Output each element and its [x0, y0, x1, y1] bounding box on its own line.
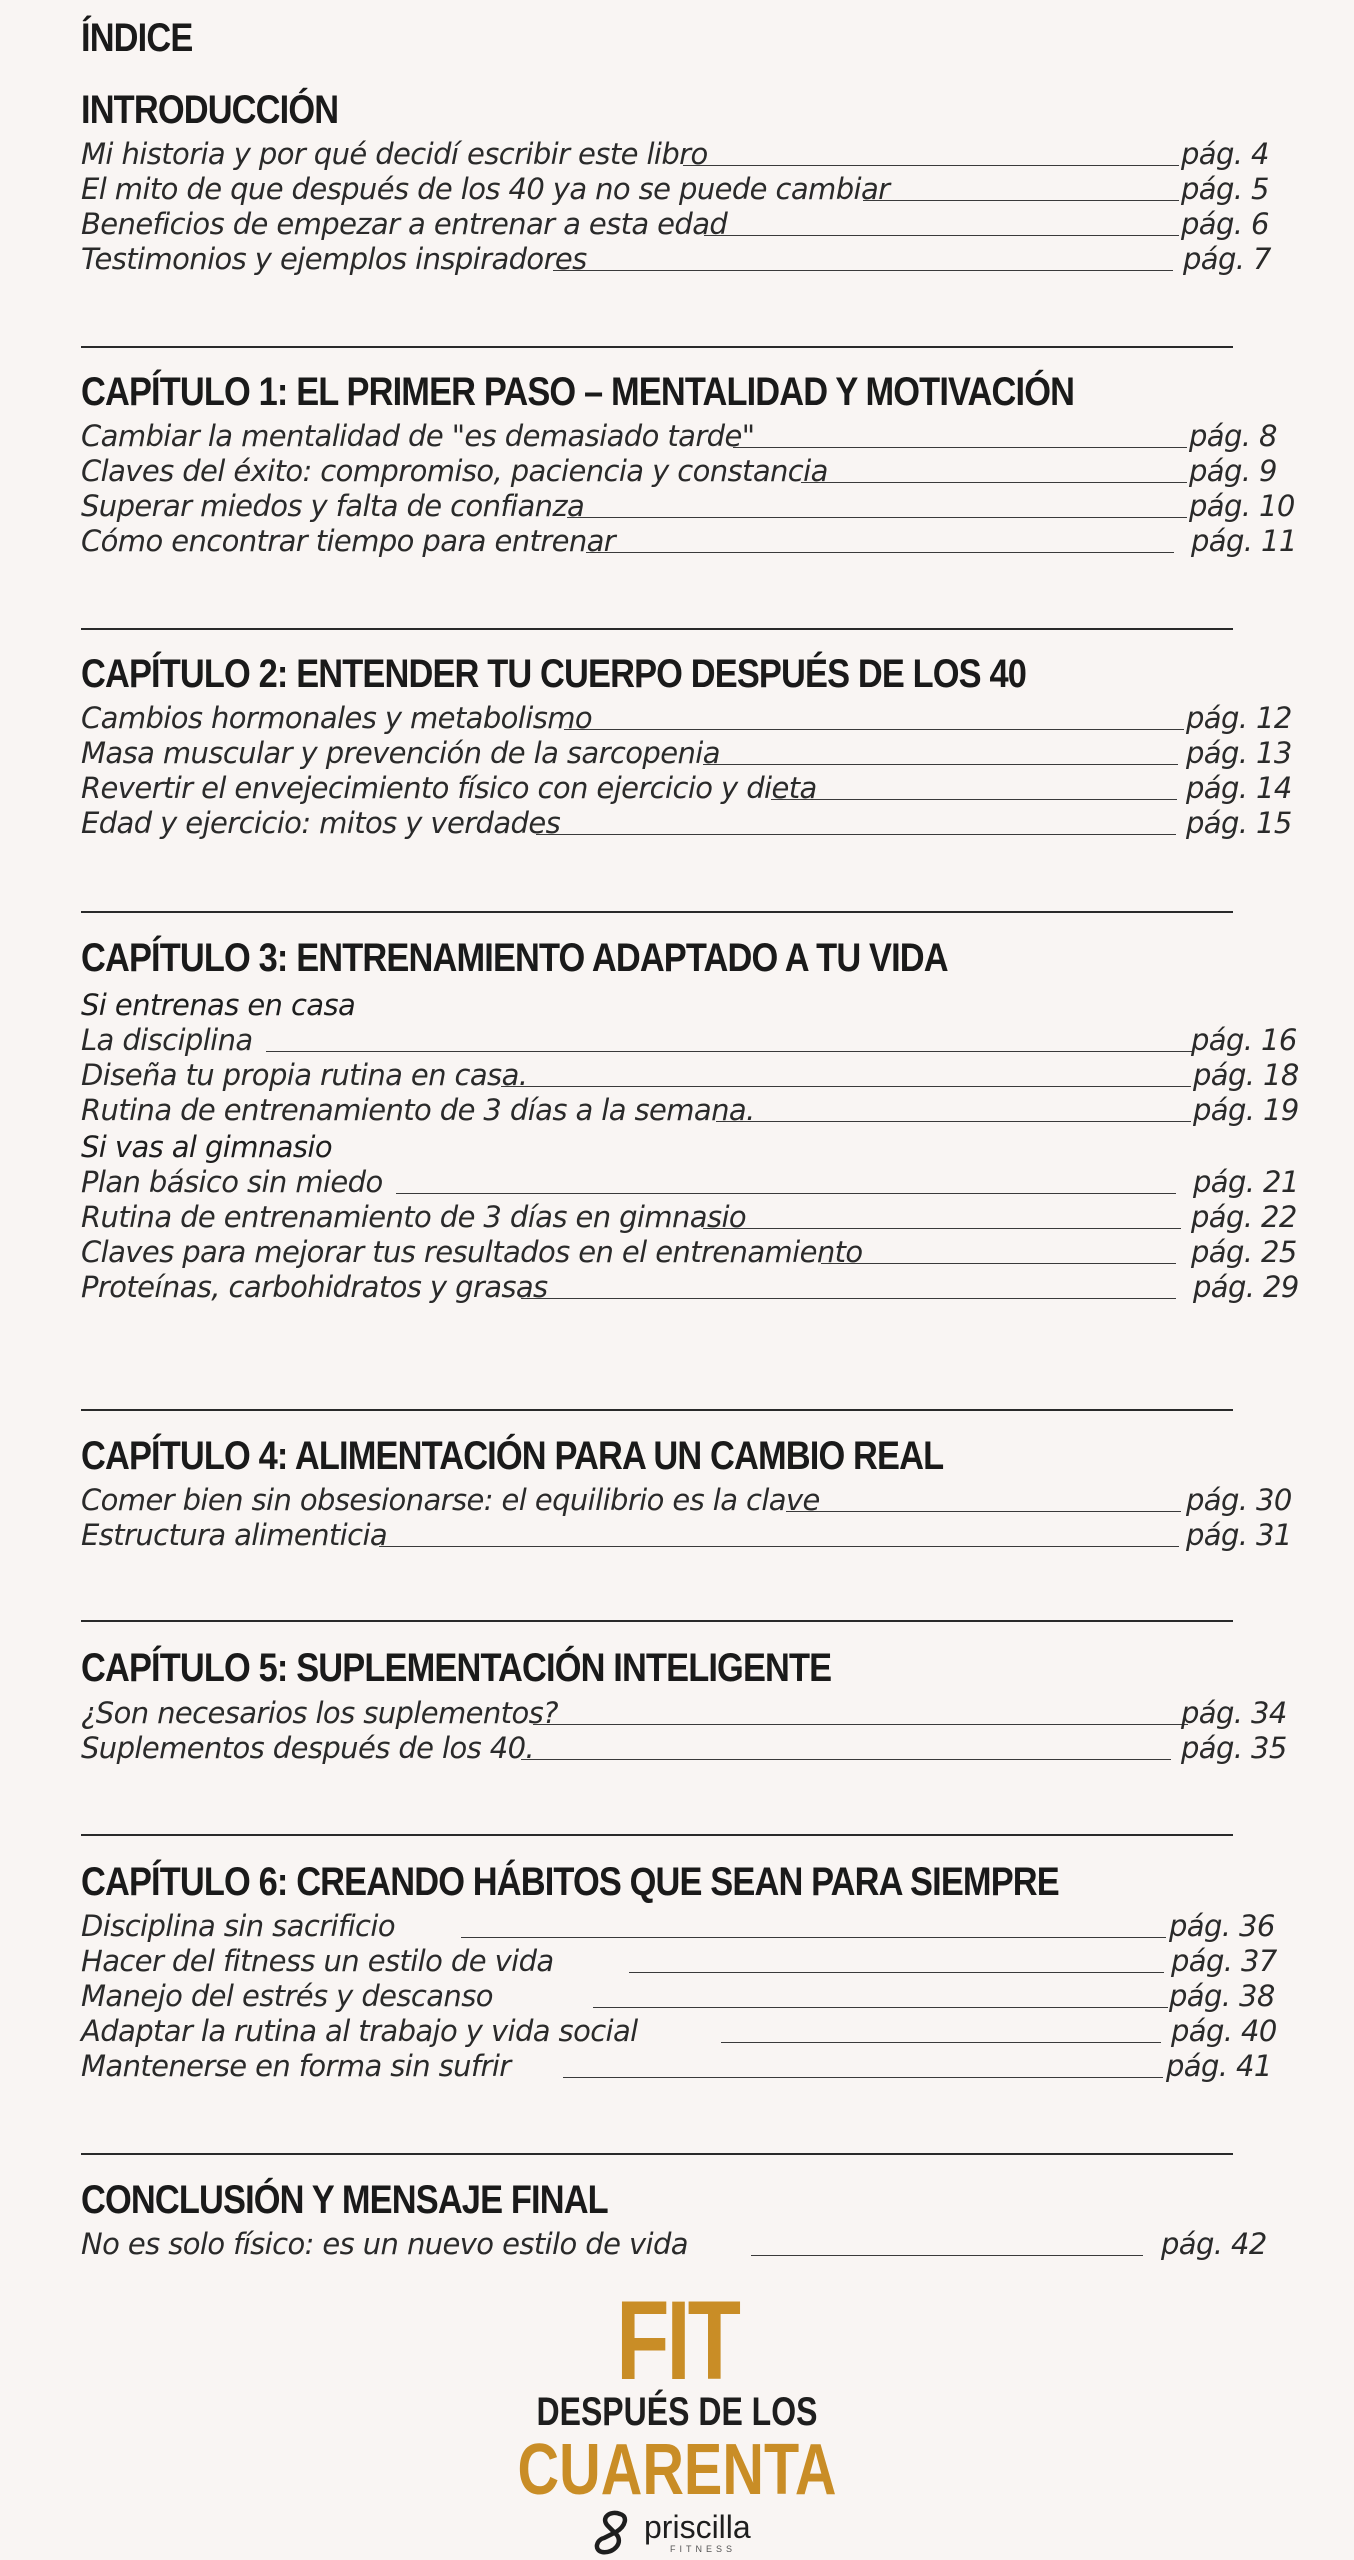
leader-line — [461, 1937, 1166, 1938]
toc-entry-page: pág. 25 — [1191, 1235, 1297, 1269]
toc-entry-page: pág. 4 — [1181, 137, 1269, 171]
toc-entry-page: pág. 9 — [1189, 454, 1277, 488]
toc-entry-page: pág. 37 — [1171, 1944, 1277, 1978]
toc-entry-page: pág. 36 — [1169, 1909, 1275, 1943]
leader-line — [586, 552, 1174, 553]
chapter-3-title: CAPÍTULO 3: ENTRENAMIENTO ADAPTADO A TU VIDA — [81, 936, 948, 980]
toc-entry-page: pág. 31 — [1186, 1518, 1292, 1552]
toc-entry-page: pág. 7 — [1183, 242, 1271, 276]
chapter-4-title: CAPÍTULO 4: ALIMENTACIÓN PARA UN CAMBIO REAL — [81, 1434, 944, 1478]
toc-entry-page: pág. 35 — [1181, 1731, 1287, 1765]
brand-name: priscilla — [644, 2509, 751, 2545]
leader-line — [771, 799, 1177, 800]
subsection-title-casa: Si entrenas en casa — [81, 988, 356, 1022]
toc-entry-label: Cambios hormonales y metabolismo — [81, 701, 592, 735]
toc-entry-page: pág. 19 — [1193, 1093, 1299, 1127]
toc-entry-label: Proteínas, carbohidratos y grasas — [81, 1270, 548, 1304]
toc-entry-page: pág. 41 — [1166, 2049, 1272, 2083]
toc-entry-label: Rutina de entrenamiento de 3 días a la semana. — [81, 1093, 755, 1127]
chapter-2-title: CAPÍTULO 2: ENTENDER TU CUERPO DESPUÉS DE LOS 40 — [81, 652, 1027, 696]
toc-entry-label: Diseña tu propia rutina en casa. — [81, 1058, 528, 1092]
leader-line — [521, 1759, 1171, 1760]
leader-line — [567, 517, 1187, 518]
toc-entry-page: pág. 16 — [1191, 1023, 1297, 1057]
leader-line — [821, 1263, 1176, 1264]
toc-entry-page: pág. 15 — [1186, 806, 1292, 840]
toc-entry-label: El mito de que después de los 40 ya no se puede cambiar — [81, 172, 890, 206]
toc-entry-label: Suplementos después de los 40. — [81, 1731, 535, 1765]
toc-entry-label: Mantenerse en forma sin sufrir — [81, 2049, 511, 2083]
leader-line — [703, 764, 1178, 765]
toc-entry-page: pág. 6 — [1181, 207, 1269, 241]
leader-line — [553, 270, 1173, 271]
toc-entry-label: Cambiar la mentalidad de "es demasiado tarde" — [81, 419, 755, 453]
leader-line — [786, 1511, 1181, 1512]
leader-line — [863, 200, 1179, 201]
leader-line — [396, 1193, 1176, 1194]
brand-mark-icon — [590, 2508, 636, 2558]
toc-entry-page: pág. 12 — [1186, 701, 1292, 735]
toc-entry-page: pág. 14 — [1186, 771, 1292, 805]
toc-entry-page: pág. 30 — [1186, 1483, 1292, 1517]
toc-entry-label: Masa muscular y prevención de la sarcopenia — [81, 736, 720, 770]
toc-entry-label: Estructura alimenticia — [81, 1518, 388, 1552]
logo-subtitle: DESPUÉS DE LOS — [536, 2390, 818, 2434]
toc-entry-page: pág. 42 — [1161, 2227, 1267, 2261]
toc-entry-label: No es solo físico: es un nuevo estilo de vida — [81, 2227, 688, 2261]
leader-line — [704, 235, 1179, 236]
toc-entry-label: Plan básico sin miedo — [81, 1165, 383, 1199]
toc-entry-page: pág. 13 — [1186, 736, 1292, 770]
section-title-introduccion: INTRODUCCIÓN — [81, 88, 339, 132]
toc-entry-label: Mi historia y por qué decidí escribir este libro — [81, 137, 708, 171]
toc-entry-page: pág. 5 — [1181, 172, 1269, 206]
toc-entry-label: Edad y ejercicio: mitos y verdades — [81, 806, 561, 840]
leader-line — [801, 482, 1187, 483]
toc-entry-label: Comer bien sin obsesionarse: el equilibrio es la clave — [81, 1483, 820, 1517]
section-divider — [81, 1409, 1233, 1411]
toc-entry-page: pág. 38 — [1169, 1979, 1275, 2013]
toc-entry-label: Cómo encontrar tiempo para entrenar — [81, 524, 616, 558]
toc-entry-label: Superar miedos y falta de confianza — [81, 489, 585, 523]
toc-entry-label: Rutina de entrenamiento de 3 días en gimnasio — [81, 1200, 747, 1234]
leader-line — [564, 729, 1184, 730]
toc-entry-label: Testimonios y ejemplos inspiradores — [81, 242, 587, 276]
chapter-5-title: CAPÍTULO 5: SUPLEMENTACIÓN INTELIGENTE — [81, 1646, 832, 1690]
toc-entry-page: pág. 40 — [1171, 2014, 1277, 2048]
leader-line — [721, 2042, 1161, 2043]
section-divider — [81, 2153, 1233, 2155]
chapter-6-title: CAPÍTULO 6: CREANDO HÁBITOS QUE SEAN PARA SIEMPRE — [81, 1860, 1059, 1904]
section-divider — [81, 911, 1233, 913]
toc-entry-label: Hacer del fitness un estilo de vida — [81, 1944, 554, 1978]
section-divider — [81, 628, 1233, 630]
index-title: ÍNDICE — [81, 16, 193, 60]
section-divider — [81, 1834, 1233, 1836]
toc-entry-label: Manejo del estrés y descanso — [81, 1979, 493, 2013]
toc-entry-label: La disciplina — [81, 1023, 253, 1057]
toc-entry-page: pág. 21 — [1193, 1165, 1299, 1199]
toc-entry-label: Adaptar la rutina al trabajo y vida social — [81, 2014, 638, 2048]
leader-line — [593, 2007, 1168, 2008]
leader-line — [716, 1121, 1191, 1122]
leader-line — [533, 1724, 1188, 1725]
leader-line — [536, 834, 1176, 835]
toc-entry-page: pág. 10 — [1189, 489, 1295, 523]
leader-line — [266, 1051, 1192, 1052]
toc-entry-label: Disciplina sin sacrificio — [81, 1909, 395, 1943]
toc-entry-label: Revertir el envejecimiento físico con ejercicio y dieta — [81, 771, 817, 805]
toc-entry-page: pág. 8 — [1189, 419, 1277, 453]
toc-entry-page: pág. 11 — [1191, 524, 1297, 558]
leader-line — [521, 1298, 1176, 1299]
logo-fit-text: FIT — [616, 2278, 738, 2403]
conclusion-title: CONCLUSIÓN Y MENSAJE FINAL — [81, 2178, 608, 2222]
toc-entry-label: Claves del éxito: compromiso, paciencia y constancia — [81, 454, 828, 488]
leader-line — [629, 1972, 1164, 1973]
section-divider — [81, 346, 1233, 348]
leader-line — [751, 2255, 1143, 2256]
leader-line — [733, 447, 1187, 448]
toc-entry-page: pág. 22 — [1191, 1200, 1297, 1234]
section-divider — [81, 1620, 1233, 1622]
brand-tagline: FITNESS — [670, 2544, 737, 2554]
leader-line — [563, 2077, 1163, 2078]
leader-line — [703, 1228, 1181, 1229]
toc-entry-label: Beneficios de empezar a entrenar a esta edad — [81, 207, 728, 241]
toc-entry-label: Claves para mejorar tus resultados en el entrenamiento — [81, 1235, 863, 1269]
brand-logo — [590, 2508, 770, 2558]
chapter-1-title: CAPÍTULO 1: EL PRIMER PASO – MENTALIDAD Y MOTIVACIÓN — [81, 370, 1075, 414]
leader-line — [683, 165, 1179, 166]
toc-entry-label: ¿Son necesarios los suplementos? — [81, 1696, 558, 1730]
toc-entry-page: pág. 29 — [1193, 1270, 1299, 1304]
subsection-title-gimnasio: Si vas al gimnasio — [81, 1130, 332, 1164]
toc-entry-page: pág. 34 — [1181, 1696, 1287, 1730]
leader-line — [501, 1086, 1191, 1087]
toc-entry-page: pág. 18 — [1193, 1058, 1299, 1092]
leader-line — [379, 1546, 1179, 1547]
logo-cuarenta-text: CUARENTA — [517, 2430, 837, 2510]
